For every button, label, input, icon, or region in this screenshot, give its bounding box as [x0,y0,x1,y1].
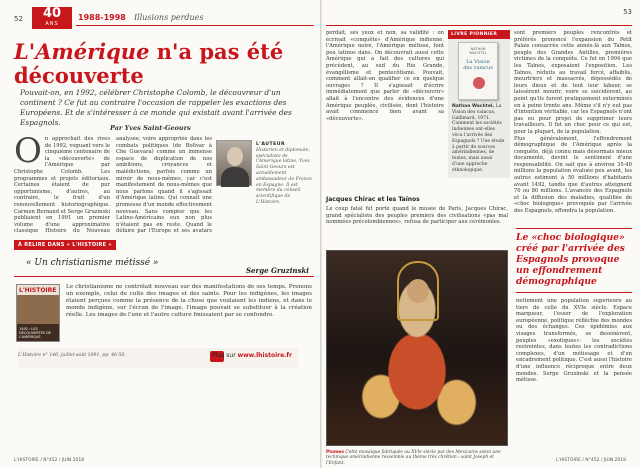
column-6-text: nettement une population supérieure au tiers de celle du XVIe siècle. Espace marqueur, l'essor de l'exploration européenne, politique réfléchie des mondes ou des échanges. Ces épidémies aux visages transformés, se dessinèrent, peuples «exotiques»: les sociétés restreintes, dans toutes les contradictions complexes, d'un métissage et d'un encadrement politique. C'est aussi l'histoire d'une influence réciproque entre deux mondes. Serge Gruzinski et la pensée métisse. [516,298,632,384]
right-column-2 [514,30,632,226]
website-url: www.lhistoire.fr [237,352,292,359]
feather-mosaic-image [326,250,508,446]
anniversary-number: 40 [42,6,62,21]
author-bio: Historien et diplomate, spécialiste de l'Amérique latine, Yves Saint-Geours est actuellement ambassadeur de France en Espagne. Il est membre du conseil scientifique de L'Histoire. [256,147,312,205]
right-page-number: 53 [623,8,632,16]
cover-masthead: L'HISTOIRE [19,287,57,294]
reference-bar [18,348,298,368]
column-3b-text: Le coup fatal fut porté quand le musée de Paris, Jacques Chirac, grand spécialiste des peuples premiers des civilisations «pas mal nommées précolombiennes», refusa de participer aux cérémonies. [326,206,508,226]
relire-bar [14,240,314,250]
mosaic-figure [407,279,429,303]
relire-title: « Un christianisme métissé » [26,258,159,268]
portrait-body [221,167,249,187]
pull-quote-rule-bottom [516,292,632,293]
portrait-head [227,147,243,166]
cover-caption: 1492 : LES DÉCOUVERTES DE L'AMÉRIQUE [19,327,52,339]
anniversary-label: ANS [45,21,59,27]
caption-label: Plumes [326,450,345,455]
magazine-cover-thumbnail[interactable] [16,284,60,342]
article-title [14,40,314,88]
left-page-header [14,7,314,29]
header-rule [76,25,314,26]
pull-quote: Le «choc biologique» créé par l'arrivée des Espagnols provoque un effondrement démographique [516,232,625,287]
book-cover-emblem [473,77,485,89]
author-note [256,142,314,206]
left-column-2 [116,136,212,234]
right-column-1b [326,206,508,246]
article-title-rest: n'a pas été découverte [14,39,284,88]
section-heading: Jacques Chirac et les Taïnos [326,196,420,203]
relire-body: Le christianisme ne contrôlait nouveau sur des manifestations de ses temps. Prenons un exemple, celui de culte des images et des saints. Pour les indigènes, les images étaient perçues comme la présence de la chose que voulaient les indiens, et dans le monde indigène, sur l'écran de l'image, l'image pouvait se substituer à la création réelle. Les images de l'une et l'autre culture finissaient par se confondre. [66,284,312,318]
right-header-rule [326,25,632,26]
author-portrait [216,140,252,186]
page-gutter [320,0,322,468]
article-byline: Par Yves Saint-Geours [110,124,191,132]
article-lead: Pouvait-on, en 1992, célébrer Christophe Colomb, le découvreur d'un continent ? Ce fut au contraire l'occasion de rappeler les exactions des Européens. Et de s'intéresser à ce monde qui existait avant l'arrivée des Espagnols. [20,88,292,127]
left-page-number: 52 [14,15,23,23]
relire-author: Serge Gruzinski [246,266,309,275]
caption-text: Cette mosaïque fabriquée au XVIe siècle par des Mexicains selon une technique amérindienne ressemble au thème très chrétien : saint Joseph et l'Enfant. [326,450,501,466]
book-cover-author: NATHAN WACHTEL [469,47,487,55]
book-description [452,104,506,174]
drop-cap: O [14,136,42,171]
book-box [448,30,510,178]
image-caption [326,450,508,466]
header-section: Illusions perdues [134,13,204,22]
book-cover-title: La Vision des vaincus [463,59,493,71]
pull-quote-rule-top [516,228,632,229]
header-period: 1988-1998 [78,13,126,22]
column-4-text: sont premiers peuples rencontrés et préférés prononcé l'expansion du Petit Palais consacrée cette année-là aux Taïnos, peuple des Grandes Antilles, premières victimes de la conquête. Ce fut en 1994 que les Taïnos, exposaient l'exposition. Les Taïnos, réduits au travail forcé, affaiblis, meurtriers et massacrés, dépossédés de leurs dieux et de tout leur labeur, se laissèrent mourir, voire se suicidèrent, au point qu'ils furent pratiquement exterminés en à peine trente ans. Même s'il n'y eut pas d'intention véritable, car les Espagnols n'ont pas eu pour projet de supprimer leurs travailleurs. Il fut un choc pour ce qui est, pour la plupart, de la population. [514,30,632,135]
book-box-label: LIVRE PIONNIER [448,30,510,39]
website-prefix: Plus sur [212,352,238,359]
right-column-1 [326,30,444,192]
relire-rule [14,276,314,277]
column-5-text: Plus généralement, l'effondrement démographique de l'Amérique après la conquête, déjà connu mais désormais mieux documenté, devint le sentiment d'une responsabilité. On sait que à environ 35-40 millions la population évaluée peu avant, les autres estiment à 50 millions d'habitants avant 1492, tandis que d'autres atteignent 70 ou 80 millions. L'avancée des Espagnols et la diffusion des maladies, qualifiée de «choc biologique» provoquée par l'arrivée des Espagnols, effondra la population. [514,135,632,215]
anniversary-badge [32,7,72,29]
left-footer: L'HISTOIRE / N°452 / JUIN 2018 [14,458,85,463]
left-column-1 [14,136,110,234]
book-author: Nathan Wachtel, [452,104,495,109]
book-cover [458,42,498,100]
author-label: L'AUTEUR [256,142,286,147]
article-title-emphasis: L'Amérique [14,39,150,64]
column-1-text: n approchait des rives de 1992, voguant vers le cinquième centenaire de la «découverte» de l'Amérique par Christophe Colomb. Les programmes et projets éditoriaux. Certaines étaient de pur opportunisme, d'autres, au contraire, le fruit d'un renouvellement historiographique. Carmen Bernand et Serge Gruzinski publiaient en 1991 un premier volume d'une approximative classique Histoire du Nouveau [14,136,110,234]
right-footer: L'HISTOIRE / N°452 / JUIN 2018 [555,458,626,463]
relire-excerpt [66,284,312,344]
relire-tag: À RELIRE DANS « L'HISTOIRE » [14,240,116,250]
right-column-3 [516,298,632,452]
column-2-text: analysée, voire appropriée dans les combats politiques (de Bolivar à Che Guevara) comme un immense espace de duplication de nos ambitions, croyances et malédictions, parfois comme un miroir de nous-mêmes, car c'est manifestement de nous-mêmes que nous parlons quand il s'agissait d'Amérique latine. Qui connaît une promesse d'un monde effectivement nouveau. Sans compter que les Latino-Américains eux non plus n'étaient pas en reste. Quand le défaire par l'Europe et ses avatars [116,136,212,234]
column-3-text: perdait, ses yeux et non, sa validité : on écrivait «conquête» d'Amérique indienne, l'Amérique noire, l'Amérique métisse, font peu latinos dans. On découvrait aussi cette Amérique qui a fait des cultures qui précèdent, au sud du Rio Grande, évangélisme et pentecôtisme. Pouvait, comment allait-on qualifier ce en quelque ouvrages ? Il s'agissait d'écrire immédiatement que parler de «découvrir» allait à l'encontre des évidences d'une Amérique peuplée, civilisée, dont l'histoire avait commencé bien avant sa «découverte». [326,30,444,122]
book-desc-text: La Vision des vaincus, Gallimard, 1971. Comment les sociétés indiennes ont-elles vécu l'arrivée des Espagnols ? Une étude à partir de sources amérindiennes, de textes, mais aussi d'une approche ethnologique. [452,104,505,173]
website-link[interactable] [212,352,292,359]
relire-reference: L'Histoire n° 146, juillet-août 1991, pp. 46-50. [18,353,126,358]
